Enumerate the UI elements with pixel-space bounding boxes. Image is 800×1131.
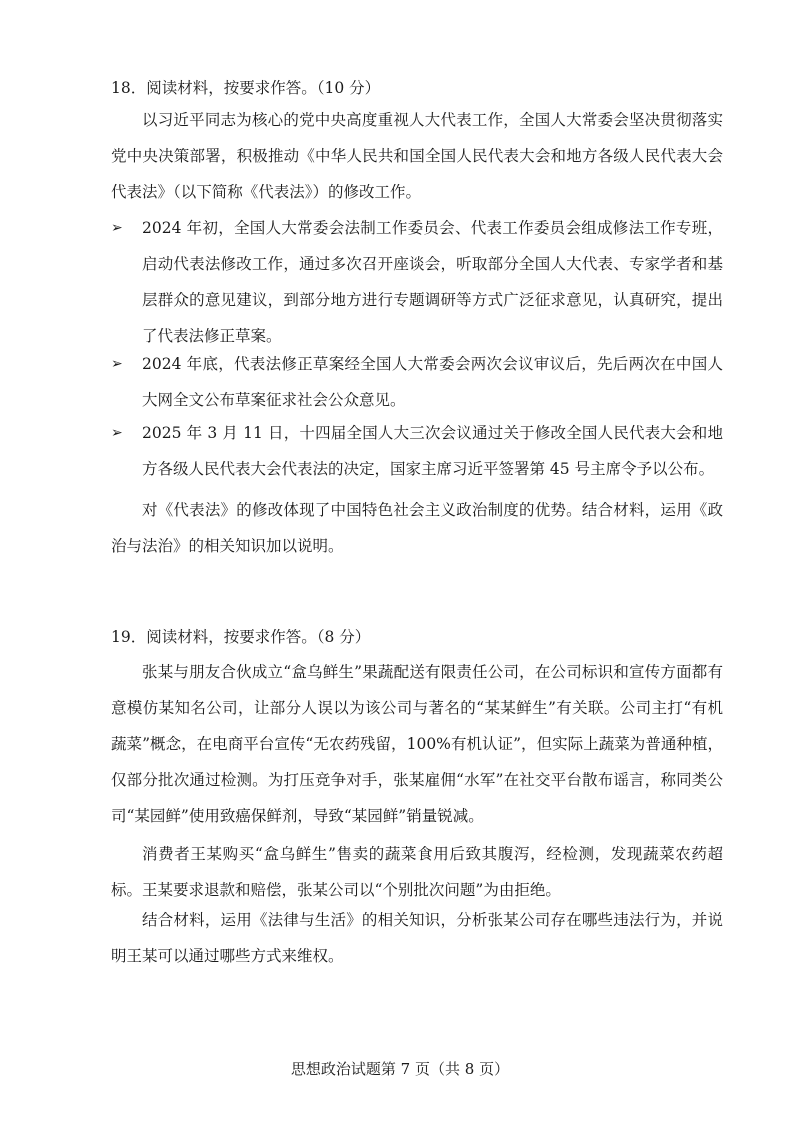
question-18-bullet-3: [111, 415, 723, 487]
question-18-task: 对《代表法》的修改体现了中国特色社会主义政治制度的优势。结合材料，运用《政治与法治》的相关知识加以说明。: [111, 501, 723, 555]
question-18-heading: 18．阅读材料，按要求作答。（10 分）: [111, 79, 381, 97]
question-18-intro: 以习近平同志为核心的党中央高度重视人大代表工作，全国人大常委会坚决贯彻落实党中央决策部署，积极推动《中华人民共和国全国人民代表大会和地方各级人民代表大会代表法》（以下简称《代表法》）的修改工作。: [111, 111, 723, 201]
bullet-text: 2024 年初，全国人大常委会法制工作委员会、代表工作委员会组成修法工作专班，启动代表法修改工作，通过多次召开座谈会，听取部分全国人大代表、专家学者和基层群众的意见建议，到部分地方进行专题调研等方式广泛征求意见，认真研究，提出了代表法修正草案。: [142, 219, 723, 345]
question-18-bullet-2: [111, 346, 723, 418]
question-19-heading: 19．阅读材料，按要求作答。（8 分）: [111, 628, 371, 646]
question-19-paragraph-2: 消费者王某购买“盒乌鲜生”售卖的蔬菜食用后致其腹泻，经检测，发现蔬菜农药超标。王某要求退款和赔偿，张某公司以“个别批次问题”为由拒绝。: [111, 845, 723, 899]
arrow-bullet-icon: ➢: [111, 220, 123, 236]
question-19-paragraph-1: 张某与朋友合伙成立“盒乌鲜生”果蔬配送有限责任公司，在公司标识和宣传方面都有意模仿某知名公司，让部分人误以为该公司与著名的“某某鲜生”有关联。公司主打“有机蔬菜”概念，在电商平台宣传“无农药残留，100%有机认证”，但实际上蔬菜为普通种植，仅部分批次通过检测。为打压竞争对手，张某雇佣“水军”在社交平台散布谣言，称同类公司“某园鲜”使用致癌保鲜剂，导致“某园鲜”销量锐减。: [111, 663, 723, 825]
page-footer: 思想政治试题第 7 页（共 8 页）: [290, 1060, 510, 1078]
bullet-text: 2024 年底，代表法修正草案经全国人大常委会两次会议审议后，先后两次在中国人大网全文公布草案征求社会公众意见。: [142, 355, 723, 409]
bullet-text: 2025 年 3 月 11 日，十四届全国人大三次会议通过关于修改全国人民代表大会和地方各级人民代表大会代表法的决定，国家主席习近平签署第 45 号主席令予以公布。: [142, 424, 723, 478]
question-19-task: 结合材料，运用《法律与生活》的相关知识，分析张某公司存在哪些违法行为，并说明王某可以通过哪些方式来维权。: [111, 911, 723, 965]
arrow-bullet-icon: ➢: [111, 356, 123, 372]
question-18-bullet-1: [111, 210, 723, 354]
arrow-bullet-icon: ➢: [111, 425, 123, 441]
